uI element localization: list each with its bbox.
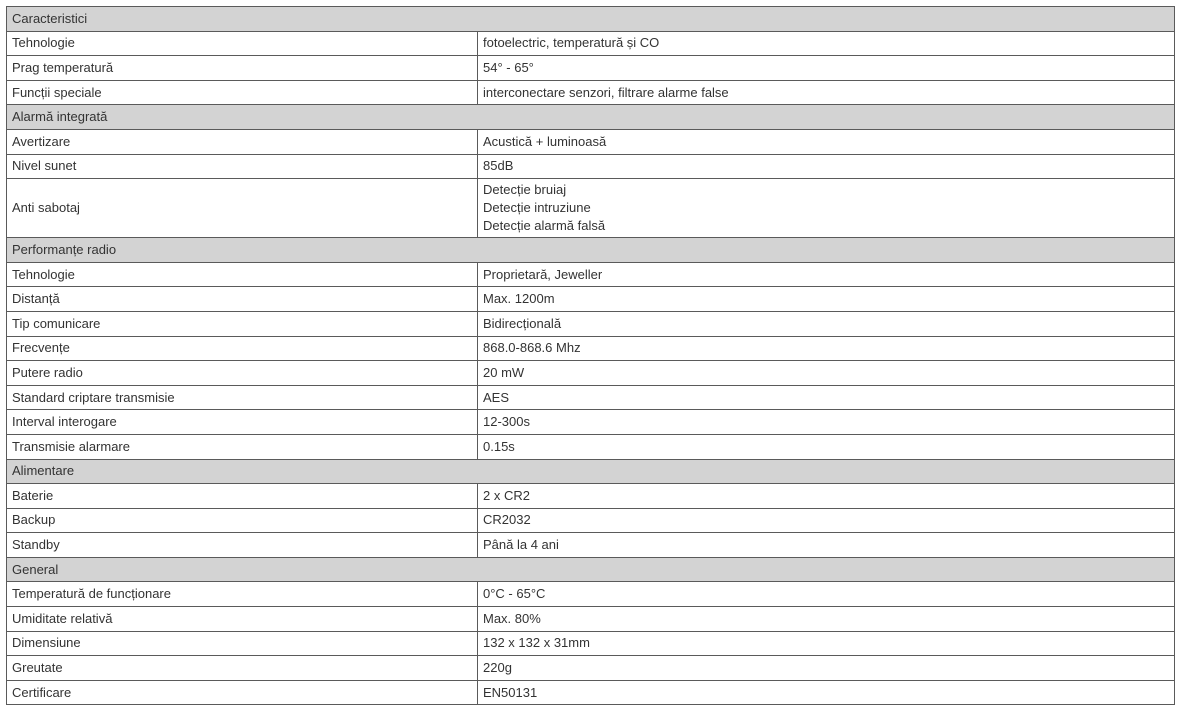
spec-value-line: fotoelectric, temperatură și CO <box>483 35 660 51</box>
section-title: Alarmă integrată <box>7 105 1175 130</box>
section-title: Performanțe radio <box>7 238 1175 263</box>
spec-value <box>478 361 1175 386</box>
spec-label: Certificare <box>7 680 478 705</box>
spec-value <box>478 434 1175 459</box>
spec-value <box>478 607 1175 632</box>
spec-label: Interval interogare <box>7 410 478 435</box>
spec-row <box>7 311 1175 336</box>
section-header-row <box>7 557 1175 582</box>
spec-value <box>478 56 1175 81</box>
section-header-row <box>7 7 1175 32</box>
spec-value-line: 0°C - 65°C <box>483 586 546 602</box>
spec-label: Temperatură de funcționare <box>7 582 478 607</box>
spec-value <box>478 533 1175 558</box>
spec-value-line: Max. 1200m <box>483 291 555 307</box>
spec-label: Baterie <box>7 484 478 509</box>
spec-value-line: EN50131 <box>483 684 538 700</box>
spec-label: Anti sabotaj <box>7 179 478 238</box>
spec-row <box>7 410 1175 435</box>
spec-value-line: Detecție intruziune <box>483 200 591 216</box>
spec-row <box>7 336 1175 361</box>
spec-label: Nivel sunet <box>7 154 478 179</box>
section-title: General <box>7 557 1175 582</box>
spec-label: Tehnologie <box>7 262 478 287</box>
spec-label: Prag temperatură <box>7 56 478 81</box>
spec-value <box>478 508 1175 533</box>
section-header-row <box>7 459 1175 484</box>
spec-label: Funcții speciale <box>7 80 478 105</box>
spec-label: Distanță <box>7 287 478 312</box>
spec-label: Avertizare <box>7 129 478 154</box>
spec-value <box>478 484 1175 509</box>
specifications-table <box>6 6 1175 705</box>
spec-row <box>7 262 1175 287</box>
spec-value <box>478 311 1175 336</box>
spec-value-line: Până la 4 ani <box>483 537 559 553</box>
spec-value-line: interconectare senzori, filtrare alarme false <box>483 84 729 100</box>
specifications-table-body <box>7 7 1175 705</box>
spec-row <box>7 607 1175 632</box>
spec-row <box>7 31 1175 56</box>
spec-row <box>7 287 1175 312</box>
spec-row <box>7 631 1175 656</box>
spec-value-line: Detecție bruiaj <box>483 182 567 198</box>
spec-label: Transmisie alarmare <box>7 434 478 459</box>
spec-value-line: 0.15s <box>483 438 515 454</box>
spec-value <box>478 336 1175 361</box>
spec-label: Putere radio <box>7 361 478 386</box>
spec-label: Standby <box>7 533 478 558</box>
spec-row <box>7 484 1175 509</box>
spec-value <box>478 154 1175 179</box>
spec-label: Backup <box>7 508 478 533</box>
spec-label: Dimensiune <box>7 631 478 656</box>
spec-value <box>478 410 1175 435</box>
spec-label: Standard criptare transmisie <box>7 385 478 410</box>
spec-row <box>7 508 1175 533</box>
spec-value-line: 220g <box>483 660 512 676</box>
spec-row <box>7 80 1175 105</box>
section-title: Alimentare <box>7 459 1175 484</box>
spec-row <box>7 680 1175 705</box>
spec-value <box>478 631 1175 656</box>
spec-row <box>7 434 1175 459</box>
spec-value-line: 2 x CR2 <box>483 487 530 503</box>
spec-value <box>478 129 1175 154</box>
spec-value-line: 20 mW <box>483 364 525 380</box>
spec-value <box>478 680 1175 705</box>
spec-value-line: 85dB <box>483 158 514 174</box>
spec-row <box>7 385 1175 410</box>
spec-value <box>478 656 1175 681</box>
spec-value-line: Proprietară, Jeweller <box>483 266 603 282</box>
section-header-row <box>7 105 1175 130</box>
spec-value-line: 132 x 132 x 31mm <box>483 635 590 651</box>
spec-value <box>478 385 1175 410</box>
spec-label: Tehnologie <box>7 31 478 56</box>
spec-value <box>478 582 1175 607</box>
spec-row <box>7 129 1175 154</box>
spec-value-line: Max. 80% <box>483 610 541 626</box>
spec-label: Umiditate relativă <box>7 607 478 632</box>
spec-value-line: Acustică + luminoasă <box>483 133 607 149</box>
spec-value-line: CR2032 <box>483 512 531 528</box>
spec-value-line: Detecție alarmă falsă <box>483 218 606 234</box>
section-title: Caracteristici <box>7 7 1175 32</box>
spec-value <box>478 179 1175 238</box>
spec-value-line: AES <box>483 389 510 405</box>
spec-value <box>478 262 1175 287</box>
spec-label: Tip comunicare <box>7 311 478 336</box>
spec-value <box>478 80 1175 105</box>
spec-row <box>7 533 1175 558</box>
spec-value-line: 12-300s <box>483 414 530 430</box>
spec-value <box>478 287 1175 312</box>
spec-row <box>7 179 1175 238</box>
spec-label: Frecvențe <box>7 336 478 361</box>
spec-row <box>7 56 1175 81</box>
spec-row <box>7 656 1175 681</box>
spec-value <box>478 31 1175 56</box>
section-header-row <box>7 238 1175 263</box>
spec-row <box>7 361 1175 386</box>
spec-row <box>7 582 1175 607</box>
spec-row <box>7 154 1175 179</box>
spec-value-line: 868.0-868.6 Mhz <box>483 340 581 356</box>
spec-value-line: 54° - 65° <box>483 59 534 75</box>
spec-value-line: Bidirecțională <box>483 315 562 331</box>
spec-label: Greutate <box>7 656 478 681</box>
